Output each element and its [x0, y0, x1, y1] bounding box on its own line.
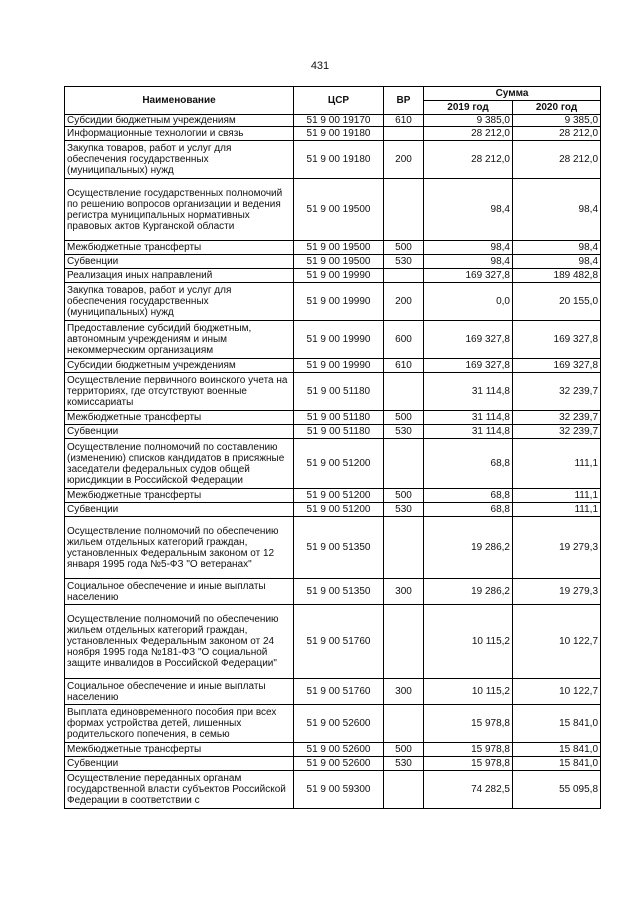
cell-vr: 300 — [384, 679, 424, 705]
cell-name: Закупка товаров, работ и услуг для обеспечения государственных (муниципальных) нужд — [65, 283, 294, 321]
cell-2020: 10 122,7 — [513, 605, 601, 679]
cell-name: Субвенции — [65, 503, 294, 517]
cell-vr: 500 — [384, 411, 424, 425]
table-row — [65, 179, 601, 241]
cell-vr: 200 — [384, 141, 424, 179]
cell-vr — [384, 179, 424, 241]
cell-2019: 169 327,8 — [424, 269, 513, 283]
cell-2020: 15 841,0 — [513, 757, 601, 771]
table-header — [65, 87, 601, 115]
cell-2020: 98,4 — [513, 255, 601, 269]
cell-2020: 111,1 — [513, 439, 601, 489]
cell-2020: 98,4 — [513, 241, 601, 255]
cell-vr: 530 — [384, 757, 424, 771]
table-row — [65, 757, 601, 771]
cell-csr: 51 9 00 52600 — [294, 705, 384, 743]
cell-2020: 189 482,8 — [513, 269, 601, 283]
table-row — [65, 255, 601, 269]
cell-name: Выплата единовременного пособия при всех формах устройства детей, лишенных родительского попечения, в семью — [65, 705, 294, 743]
cell-2019: 0,0 — [424, 283, 513, 321]
cell-2019: 28 212,0 — [424, 141, 513, 179]
cell-vr: 530 — [384, 425, 424, 439]
cell-2020: 28 212,0 — [513, 141, 601, 179]
table-row — [65, 321, 601, 359]
table-body — [65, 115, 601, 809]
budget-table — [64, 86, 601, 809]
cell-csr: 51 9 00 51200 — [294, 503, 384, 517]
cell-csr: 51 9 00 52600 — [294, 743, 384, 757]
cell-csr: 51 9 00 51180 — [294, 373, 384, 411]
cell-csr: 51 9 00 19500 — [294, 241, 384, 255]
table-row — [65, 127, 601, 141]
cell-2019: 68,8 — [424, 503, 513, 517]
cell-name: Субвенции — [65, 255, 294, 269]
cell-csr: 51 9 00 59300 — [294, 771, 384, 809]
cell-csr: 51 9 00 19500 — [294, 255, 384, 269]
cell-csr: 51 9 00 51350 — [294, 517, 384, 579]
cell-vr — [384, 127, 424, 141]
cell-2019: 31 114,8 — [424, 373, 513, 411]
cell-csr: 51 9 00 51200 — [294, 439, 384, 489]
cell-2019: 19 286,2 — [424, 579, 513, 605]
cell-2019: 19 286,2 — [424, 517, 513, 579]
cell-name: Межбюджетные трансферты — [65, 411, 294, 425]
cell-name: Социальное обеспечение и иные выплаты населению — [65, 679, 294, 705]
cell-vr: 530 — [384, 503, 424, 517]
table-row — [65, 411, 601, 425]
cell-2019: 98,4 — [424, 255, 513, 269]
cell-2019: 15 978,8 — [424, 705, 513, 743]
header-csr: ЦСР — [294, 87, 384, 115]
cell-2019: 15 978,8 — [424, 757, 513, 771]
cell-vr — [384, 517, 424, 579]
cell-2020: 55 095,8 — [513, 771, 601, 809]
table-row — [65, 743, 601, 757]
cell-2019: 98,4 — [424, 179, 513, 241]
table-row — [65, 425, 601, 439]
table-row — [65, 771, 601, 809]
cell-name: Межбюджетные трансферты — [65, 743, 294, 757]
cell-2019: 31 114,8 — [424, 425, 513, 439]
header-year-2019: 2019 год — [424, 101, 513, 115]
cell-2020: 32 239,7 — [513, 411, 601, 425]
cell-csr: 51 9 00 52600 — [294, 757, 384, 771]
cell-vr — [384, 605, 424, 679]
cell-csr: 51 9 00 19500 — [294, 179, 384, 241]
cell-name: Субвенции — [65, 425, 294, 439]
header-year-2020: 2020 год — [513, 101, 601, 115]
table-row — [65, 503, 601, 517]
cell-name: Субвенции — [65, 757, 294, 771]
cell-2020: 19 279,3 — [513, 517, 601, 579]
cell-name: Социальное обеспечение и иные выплаты населению — [65, 579, 294, 605]
table-row — [65, 579, 601, 605]
cell-2020: 111,1 — [513, 503, 601, 517]
table-row — [65, 359, 601, 373]
cell-vr — [384, 269, 424, 283]
header-name: Наименование — [65, 87, 294, 115]
cell-2020: 20 155,0 — [513, 283, 601, 321]
cell-vr: 610 — [384, 115, 424, 127]
cell-vr: 500 — [384, 241, 424, 255]
table-row — [65, 439, 601, 489]
cell-csr: 51 9 00 51180 — [294, 425, 384, 439]
cell-csr: 51 9 00 19990 — [294, 269, 384, 283]
cell-vr: 500 — [384, 743, 424, 757]
cell-name: Субсидии бюджетным учреждениям — [65, 359, 294, 373]
cell-csr: 51 9 00 19180 — [294, 127, 384, 141]
cell-name: Межбюджетные трансферты — [65, 241, 294, 255]
cell-csr: 51 9 00 51200 — [294, 489, 384, 503]
cell-vr: 500 — [384, 489, 424, 503]
cell-2019: 68,8 — [424, 439, 513, 489]
cell-2019: 98,4 — [424, 241, 513, 255]
header-vr: ВР — [384, 87, 424, 115]
table-row — [65, 679, 601, 705]
cell-csr: 51 9 00 19990 — [294, 321, 384, 359]
cell-name: Реализация иных направлений — [65, 269, 294, 283]
header-sum: Сумма — [424, 87, 601, 101]
cell-name: Закупка товаров, работ и услуг для обеспечения государственных (муниципальных) нужд — [65, 141, 294, 179]
table-row — [65, 517, 601, 579]
cell-2020: 98,4 — [513, 179, 601, 241]
cell-2019: 169 327,8 — [424, 359, 513, 373]
cell-vr — [384, 439, 424, 489]
cell-name: Осуществление полномочий по обеспечению жильем отдельных категорий граждан, установленных Федеральным законом от 24 ноября 1995 года №181-ФЗ "О социальной защите инвалидов в Российской Федерации" — [65, 605, 294, 679]
cell-name: Осуществление государственных полномочий по решению вопросов организации и ведения регистра муниципальных нормативных правовых актов Курганской области — [65, 179, 294, 241]
cell-csr: 51 9 00 19170 — [294, 115, 384, 127]
table-row — [65, 605, 601, 679]
cell-2019: 28 212,0 — [424, 127, 513, 141]
cell-2020: 10 122,7 — [513, 679, 601, 705]
table-row — [65, 241, 601, 255]
cell-2019: 74 282,5 — [424, 771, 513, 809]
page-number: 431 — [310, 60, 330, 72]
cell-name: Осуществление полномочий по составлению (изменению) списков кандидатов в присяжные заседатели федеральных судов общей юрисдикции в Российской Федерации — [65, 439, 294, 489]
cell-2019: 169 327,8 — [424, 321, 513, 359]
cell-name: Межбюджетные трансферты — [65, 489, 294, 503]
table-row — [65, 705, 601, 743]
cell-vr — [384, 373, 424, 411]
cell-csr: 51 9 00 51350 — [294, 579, 384, 605]
table-row — [65, 115, 601, 127]
cell-name: Осуществление переданных органам государственной власти субъектов Российской Федерации в соответствии с — [65, 771, 294, 809]
cell-2020: 111,1 — [513, 489, 601, 503]
cell-name: Осуществление первичного воинского учета на территориях, где отсутствуют военные комиссариаты — [65, 373, 294, 411]
cell-vr: 600 — [384, 321, 424, 359]
cell-2020: 32 239,7 — [513, 425, 601, 439]
cell-2019: 15 978,8 — [424, 743, 513, 757]
table-row — [65, 141, 601, 179]
table-row — [65, 373, 601, 411]
cell-vr — [384, 705, 424, 743]
cell-name: Предоставление субсидий бюджетным, автономным учреждениям и иным некоммерческим организациям — [65, 321, 294, 359]
cell-2019: 9 385,0 — [424, 115, 513, 127]
cell-2020: 15 841,0 — [513, 705, 601, 743]
cell-vr: 300 — [384, 579, 424, 605]
cell-2019: 10 115,2 — [424, 605, 513, 679]
cell-2019: 31 114,8 — [424, 411, 513, 425]
cell-csr: 51 9 00 51760 — [294, 679, 384, 705]
cell-name: Субсидии бюджетным учреждениям — [65, 115, 294, 127]
cell-2020: 32 239,7 — [513, 373, 601, 411]
cell-csr: 51 9 00 19180 — [294, 141, 384, 179]
cell-csr: 51 9 00 19990 — [294, 283, 384, 321]
cell-2020: 19 279,3 — [513, 579, 601, 605]
cell-vr: 530 — [384, 255, 424, 269]
table-row — [65, 269, 601, 283]
cell-2020: 169 327,8 — [513, 359, 601, 373]
table-row — [65, 283, 601, 321]
cell-2020: 15 841,0 — [513, 743, 601, 757]
cell-vr: 610 — [384, 359, 424, 373]
table-row — [65, 489, 601, 503]
cell-2020: 9 385,0 — [513, 115, 601, 127]
cell-vr: 200 — [384, 283, 424, 321]
cell-csr: 51 9 00 51760 — [294, 605, 384, 679]
cell-vr — [384, 771, 424, 809]
cell-2020: 169 327,8 — [513, 321, 601, 359]
cell-2019: 68,8 — [424, 489, 513, 503]
cell-2020: 28 212,0 — [513, 127, 601, 141]
cell-csr: 51 9 00 19990 — [294, 359, 384, 373]
cell-name: Информационные технологии и связь — [65, 127, 294, 141]
cell-2019: 10 115,2 — [424, 679, 513, 705]
cell-csr: 51 9 00 51180 — [294, 411, 384, 425]
cell-name: Осуществление полномочий по обеспечению жильем отдельных категорий граждан, установленных Федеральным законом от 12 января 1995 года №5-ФЗ "О ветеранах" — [65, 517, 294, 579]
